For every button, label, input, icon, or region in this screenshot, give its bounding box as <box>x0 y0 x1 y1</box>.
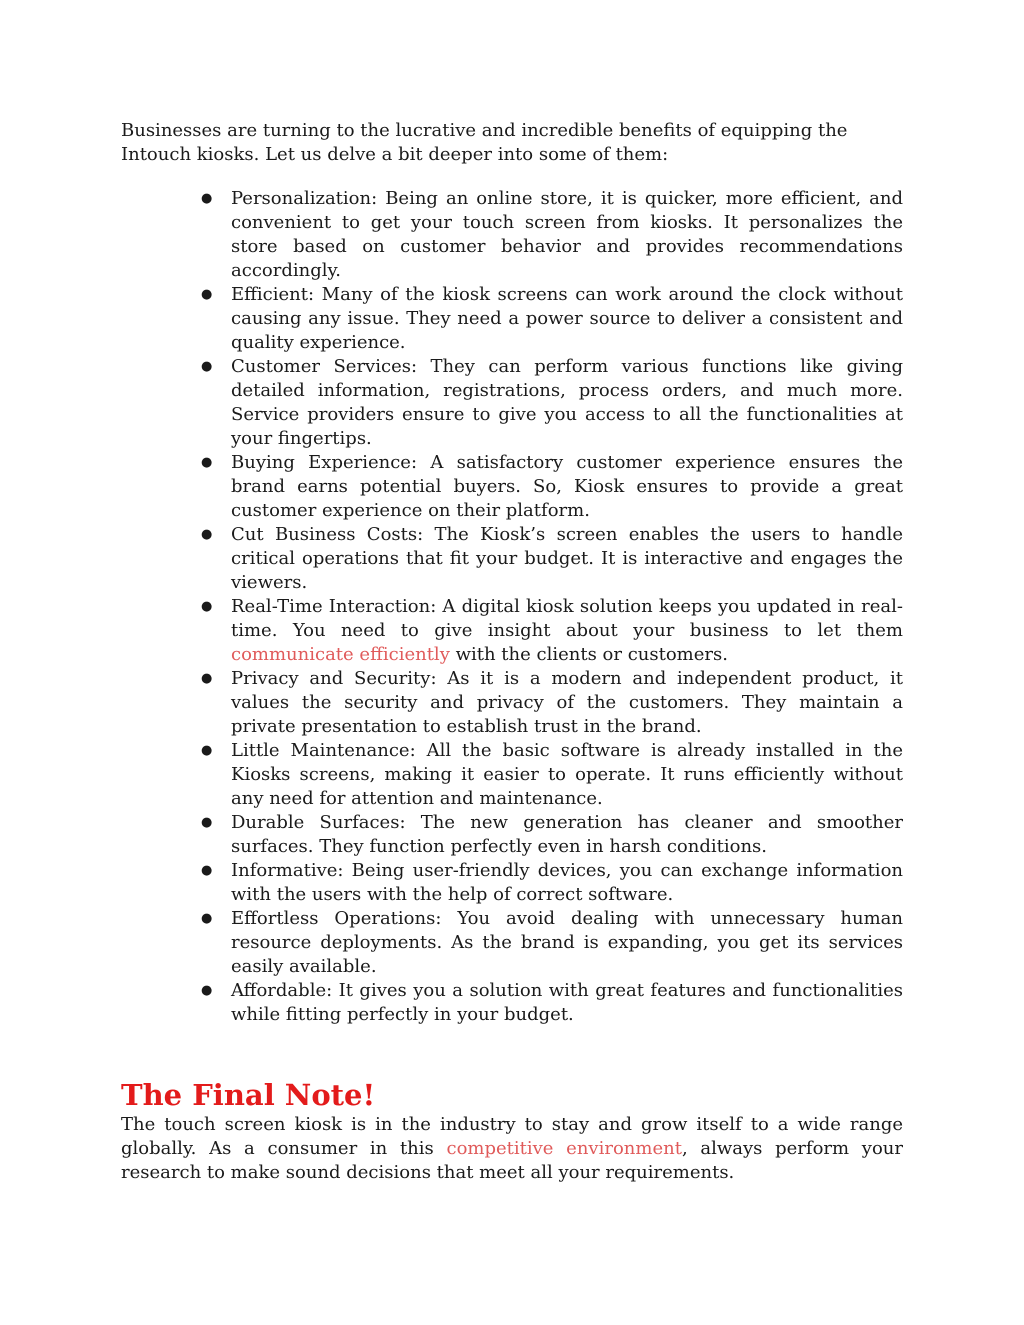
bullet-icon: ● <box>201 359 213 374</box>
list-item <box>201 979 903 1027</box>
list-item <box>201 667 903 739</box>
list-item-text: Privacy and Security: As it is a modern and independent product, it values the security and privacy of the customers. They maintain a private presentation to establish trust in the brand. <box>231 668 903 737</box>
bullet-icon: ● <box>201 983 213 998</box>
final-note-text-after: , always perform your research to make sound decisions that meet all your requirements. <box>121 1138 903 1183</box>
list-item-text: Customer Services: They can perform various functions like giving detailed information, registrations, process orders, and much more. Service providers ensure to give you access to all the functionalities at your fingertips. <box>231 356 903 449</box>
bullet-icon: ● <box>201 527 213 542</box>
list-item <box>201 283 903 355</box>
list-item-text: Effortless Operations: You avoid dealing with unnecessary human resource deployments. As the brand is expanding, you get its services easily available. <box>231 908 903 977</box>
list-item-text: Efficient: Many of the kiosk screens can work around the clock without causing any issue. They need a power source to deliver a consistent and quality experience. <box>231 284 903 353</box>
final-note-paragraph <box>121 1113 903 1185</box>
list-item-text: Affordable: It gives you a solution with great features and functionalities while fitting perfectly in your budget. <box>231 980 903 1025</box>
bullet-icon: ● <box>201 191 213 206</box>
list-item-text: Durable Surfaces: The new generation has cleaner and smoother surfaces. They function perfectly even in harsh conditions. <box>231 812 903 857</box>
list-item-text: Little Maintenance: All the basic software is already installed in the Kiosks screens, making it easier to operate. It runs efficiently without any need for attention and maintenance. <box>231 740 903 809</box>
list-item <box>201 811 903 859</box>
document-page <box>121 119 903 1185</box>
list-item <box>201 355 903 451</box>
list-item-text: Real-Time Interaction: A digital kiosk solution keeps you updated in real-time. You need to give insight about your business to let them <box>231 596 903 641</box>
list-item <box>201 739 903 811</box>
list-item-text: with the clients or customers. <box>449 644 728 665</box>
list-item <box>201 595 903 667</box>
bullet-icon: ● <box>201 599 213 614</box>
final-note-text-before: The touch screen kiosk is in the industry to stay and grow itself to a wide range globally. As a consumer in this <box>121 1114 903 1159</box>
list-item <box>201 187 903 283</box>
list-item <box>201 523 903 595</box>
list-item-text: Informative: Being user-friendly devices, you can exchange information with the users with the help of correct software. <box>231 860 903 905</box>
communicate-efficiently-link[interactable]: communicate efficiently <box>231 644 450 665</box>
bullet-icon: ● <box>201 671 213 686</box>
bullet-icon: ● <box>201 863 213 878</box>
list-item <box>201 451 903 523</box>
list-item-text: Personalization: Being an online store, it is quicker, more efficient, and convenient to get your touch screen from kiosks. It personalizes the store based on customer behavior and provides recommendations accordingly. <box>231 188 903 281</box>
list-item <box>201 859 903 907</box>
list-item-text: Buying Experience: A satisfactory customer experience ensures the brand earns potential buyers. So, Kiosk ensures to provide a great customer experience on their platform. <box>231 452 903 521</box>
list-item <box>201 907 903 979</box>
bullet-icon: ● <box>201 743 213 758</box>
benefits-list <box>121 187 903 1027</box>
bullet-icon: ● <box>201 911 213 926</box>
bullet-icon: ● <box>201 815 213 830</box>
list-item-text: Cut Business Costs: The Kiosk’s screen enables the users to handle critical operations that fit your budget. It is interactive and engages the viewers. <box>231 524 903 593</box>
competitive-environment-link[interactable]: competitive environment <box>446 1138 682 1159</box>
bullet-icon: ● <box>201 455 213 470</box>
final-note-heading: The Final Note! <box>121 1078 376 1112</box>
intro-paragraph: Businesses are turning to the lucrative and incredible benefits of equipping the Intouch kiosks. Let us delve a bit deeper into some of them: <box>121 120 848 165</box>
bullet-icon: ● <box>201 287 213 302</box>
